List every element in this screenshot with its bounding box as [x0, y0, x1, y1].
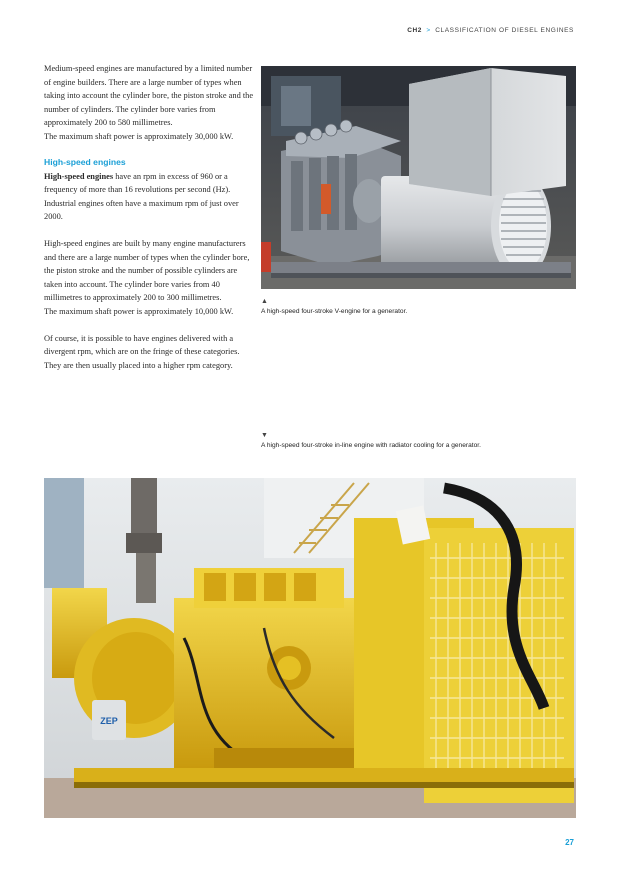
v-engine-photo [261, 66, 576, 289]
divergent-rpm-paragraph: Of course, it is possible to have engines delivered with a divergent rpm, which are on the fringe of these categories. They are then usually placed into a higher rpm category. [44, 333, 240, 370]
section-title: CLASSIFICATION OF DIESEL ENGINES [435, 27, 574, 34]
v-engine-caption [261, 297, 491, 318]
chapter-label: CH2 [407, 27, 423, 34]
high-speed-intro [44, 170, 254, 224]
high-speed-power: The maximum shaft power is approximately 10,000 kW. [44, 306, 234, 316]
down-arrow-icon: ▼ [261, 432, 268, 439]
zep-label: ZEP [100, 716, 118, 726]
high-speed-heading: High-speed engines [44, 157, 126, 167]
page-number: 27 [565, 838, 574, 847]
inline-engine-illustration [44, 478, 576, 818]
header-separator: > [426, 27, 431, 34]
v-engine-caption-text: A high-speed four-stroke V-engine for a generator. [261, 308, 408, 315]
inline-engine-photo [44, 478, 576, 818]
inline-engine-caption [261, 431, 491, 452]
high-speed-intro-text: have an rpm in excess of 960 or a frequency of more than 16 revolutions per second (Hz). Industrial engines often have a maximum rpm of just over 2000. [44, 171, 239, 221]
body-text-column [44, 62, 254, 372]
running-header [407, 27, 574, 34]
medium-speed-power: The maximum shaft power is approximately 30,000 kW. [44, 131, 234, 141]
high-speed-lead: High-speed engines [44, 171, 114, 181]
high-speed-manufacturers: High-speed engines are built by many engine manufacturers and there are a large number of types when the cylinder bore, the piston stroke and the number of possible cylinders are taken into account. The cylinder bore varies from 40 millimetres to approximately 200 to 300 millimetres. [44, 239, 250, 302]
up-arrow-icon: ▲ [261, 298, 268, 305]
inline-engine-caption-text: A high-speed four-stroke in-line engine with radiator cooling for a generator. [261, 442, 481, 449]
medium-speed-paragraph: Medium-speed engines are manufactured by a limited number of engine builders. There are a large number of types when taking into account the cylinder bore, the piston stroke and the number of cylinders. The cylinder bore varies from approximately 200 to 580 millimetres. [44, 64, 254, 127]
v-engine-illustration [261, 66, 576, 289]
